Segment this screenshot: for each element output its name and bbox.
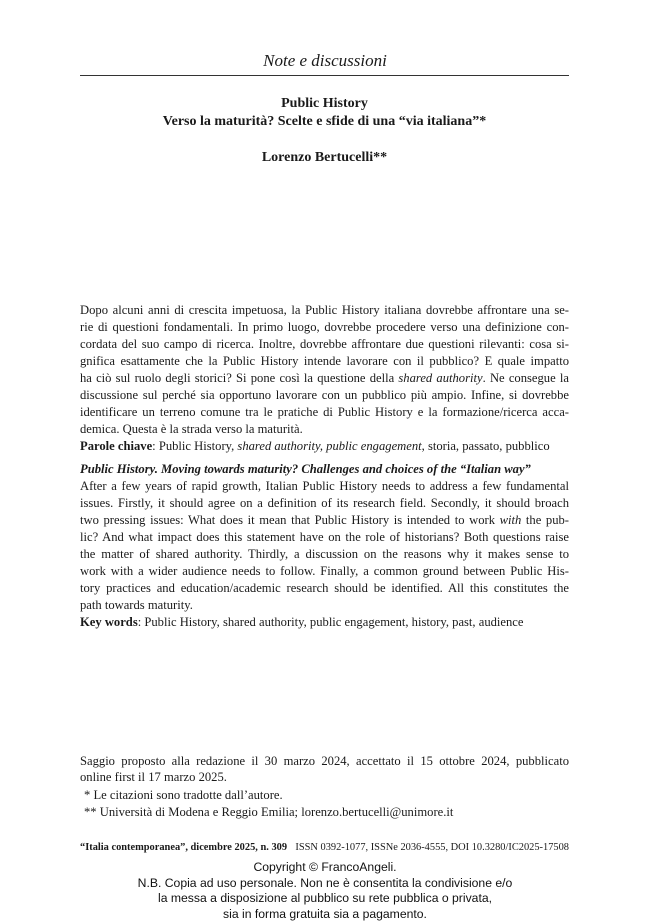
with-italic: with [500, 513, 522, 527]
keywords-text-end: , storia, passato, pubblico [422, 439, 550, 453]
section-header: Note e discussioni [0, 51, 650, 71]
author-name: Lorenzo Bertucelli** [80, 150, 569, 166]
abstract-it-line: cordata del suo campo di ricerca. Inoltre, dovrebbe affrontare due questioni rilevanti: cosa si- [80, 336, 569, 353]
abstract-italian [80, 302, 569, 455]
abstract-en-line-start: two pressing issues: What does it mean that Public History is intended to work [80, 513, 500, 527]
submission-note [80, 753, 569, 785]
abstract-it-line: demica. Questa è la strada verso la maturità. [80, 421, 569, 438]
footnote: ** Università di Modena e Reggio Emilia; lorenzo.bertucelli@unimore.it [80, 804, 569, 821]
title-line-1: Public History [80, 95, 569, 113]
abstract-en-title: Public History. Moving towards maturity? Challenges and choices of the “Italian way” [80, 461, 569, 478]
abstract-en-line: After a few years of rapid growth, Italian Public History needs to address a few fundamental [80, 478, 569, 495]
keywords-english [80, 614, 569, 631]
footnotes [80, 787, 569, 821]
submission-line-2: online first il 17 marzo 2025. [80, 769, 569, 785]
copyright-line: sia in forma gratuita sia a pagamento. [0, 907, 650, 922]
abstract-en-line: path towards maturity. [80, 597, 569, 614]
journal-identifiers: ISSN 0392-1077, ISSNe 2036-4555, DOI 10.3280/IC2025-17508 [295, 842, 569, 853]
keywords-label: Key words [80, 615, 138, 629]
abstract-en-line-end: the pub- [521, 513, 569, 527]
abstract-en-line: lic? And what impact does this statement have on the role of historians? Both questions raise [80, 529, 569, 546]
abstract-it-line: rie di questioni fondamentali. In primo luogo, dovrebbe procedere verso una definizione con- [80, 319, 569, 336]
title-line-2: Verso la maturità? Scelte e sfide di una “via italiana”* [80, 113, 569, 131]
abstract-en-line: tory practices and education/academic research should be identified. All this constitutes the [80, 580, 569, 597]
header-rule [80, 75, 569, 76]
abstract-it-line: identificare un terreno comune tra le pratiche di Public History e la formazione/ricerca acca- [80, 404, 569, 421]
abstract-it-line: gnifica esattamente che la Public History intende lavorare con il pubblico? E quale impatto [80, 353, 569, 370]
abstract-english [80, 461, 569, 631]
abstract-it-line: discussione sul perché sia opportuno lavorare con un pubblico più ampio. Infine, si dovrebbe [80, 387, 569, 404]
journal-title: “Italia contemporanea”, dicembre 2025, n. 309 [80, 842, 287, 853]
journal-citation [80, 842, 569, 853]
abstract-en-line: the matter of shared authority. Thirdly, a discussion on the reasons why it makes sense to [80, 546, 569, 563]
abstract-en-line: work with a wider audience needs to follow. Finally, a common ground between Public His- [80, 563, 569, 580]
footnote: * Le citazioni sono tradotte dall’autore. [80, 787, 569, 804]
copyright-notice [0, 860, 650, 922]
copyright-line: N.B. Copia ad uso personale. Non ne è consentita la condivisione e/o [0, 876, 650, 892]
copyright-line: la messa a disposizione al pubblico su rete pubblica o privata, [0, 891, 650, 907]
keywords-label: Parole chiave [80, 439, 152, 453]
abstract-it-line [80, 370, 569, 387]
abstract-it-line: Dopo alcuni anni di crescita impetuosa, la Public History italiana dovrebbe affrontare una se- [80, 302, 569, 319]
abstract-en-line [80, 512, 569, 529]
abstract-en-line: issues. Firstly, it should agree on a definition of its research field. Secondly, it should broach [80, 495, 569, 512]
keywords-text: : Public History, shared authority, public engagement, history, past, audience [138, 615, 524, 629]
shared-authority-italic: shared authority [398, 371, 482, 385]
submission-line-1: Saggio proposto alla redazione il 30 marzo 2024, accettato il 15 ottobre 2024, pubblicato [80, 753, 569, 769]
article-title [80, 95, 569, 131]
abstract-it-line-end: . Ne consegue la [483, 371, 569, 385]
keywords-italic: shared authority, public engagement [237, 439, 421, 453]
keywords-text: : Public History, [152, 439, 237, 453]
copyright-line: Copyright © FrancoAngeli. [0, 860, 650, 876]
keywords-italian [80, 438, 569, 455]
abstract-it-line-start: ha ciò sul ruolo degli storici? Si pone così la questione della [80, 371, 398, 385]
